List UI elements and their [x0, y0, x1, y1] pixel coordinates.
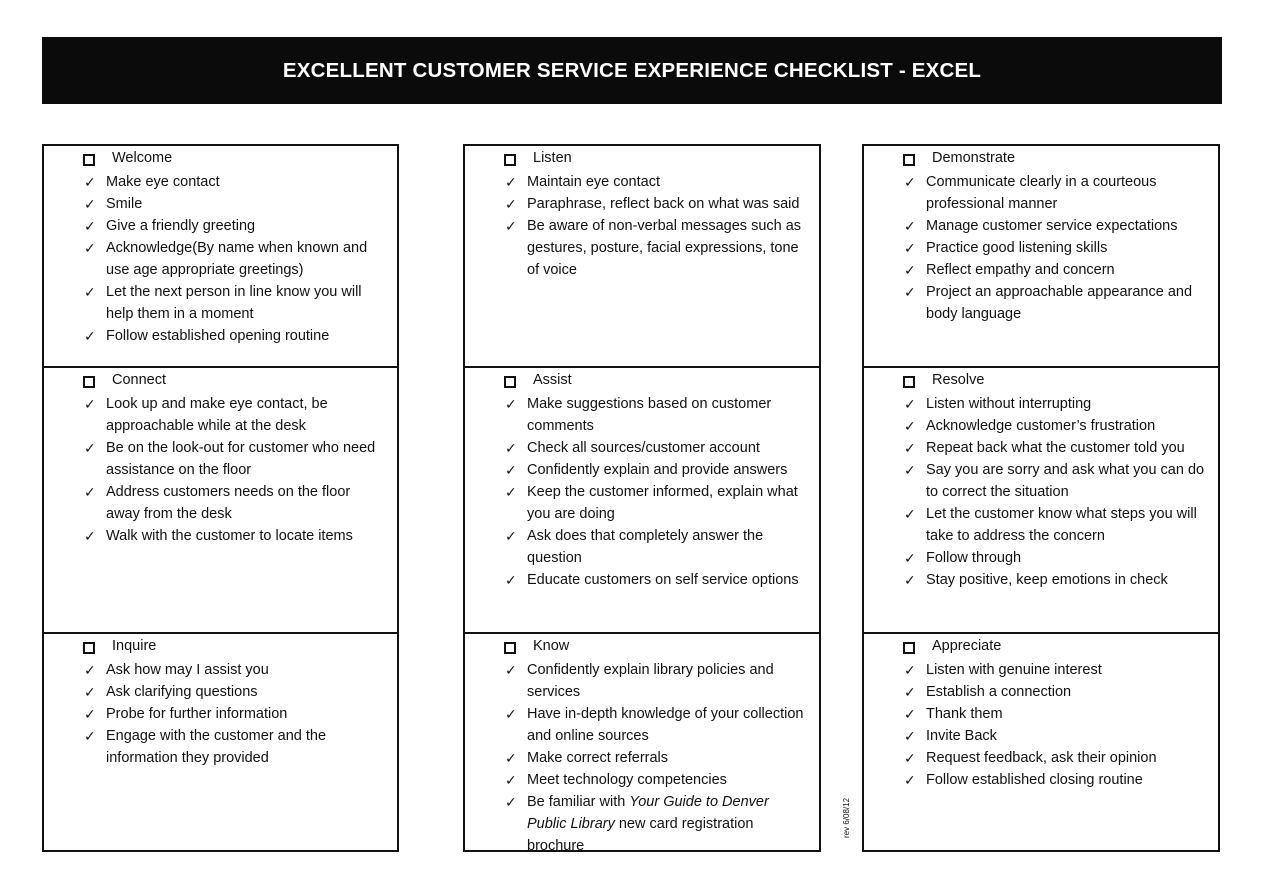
check-mark-icon: ✓	[84, 440, 96, 456]
check-mark-icon: ✓	[505, 750, 517, 766]
list-item	[864, 681, 1218, 703]
list-item	[864, 281, 1218, 325]
list-item	[864, 725, 1218, 747]
checkbox-icon[interactable]	[903, 376, 915, 388]
list-item	[465, 791, 819, 857]
check-mark-icon: ✓	[904, 706, 916, 722]
list-item	[44, 725, 397, 769]
list-item	[864, 703, 1218, 725]
item-text: Stay positive, keep emotions in check	[926, 572, 1168, 588]
checkbox-icon[interactable]	[903, 154, 915, 166]
checkbox-icon[interactable]	[504, 642, 516, 654]
item-list	[44, 659, 397, 769]
list-item	[44, 193, 397, 215]
list-item	[864, 259, 1218, 281]
checkbox-icon[interactable]	[903, 642, 915, 654]
item-list	[465, 659, 819, 857]
check-mark-icon: ✓	[505, 440, 517, 456]
list-item	[864, 237, 1218, 259]
heading-label: Inquire	[112, 638, 157, 654]
check-mark-icon: ✓	[904, 662, 916, 678]
list-item	[864, 171, 1218, 215]
heading-label: Connect	[112, 372, 167, 388]
list-item	[44, 681, 397, 703]
list-item	[465, 525, 819, 569]
section-heading	[465, 149, 819, 171]
check-mark-icon: ✓	[84, 484, 96, 500]
check-mark-icon: ✓	[904, 284, 916, 300]
item-text: Look up and make eye contact, be approachable while at the desk	[106, 396, 328, 434]
item-text: Smile	[106, 196, 143, 212]
section-demonstrate	[864, 146, 1218, 366]
section-assist	[465, 366, 819, 632]
section-listen	[465, 146, 819, 366]
check-mark-icon: ✓	[904, 506, 916, 522]
item-text: Engage with the customer and the information they provided	[106, 728, 327, 766]
item-text: Request feedback, ask their opinion	[926, 750, 1157, 766]
check-mark-icon: ✓	[904, 728, 916, 744]
item-list	[44, 171, 397, 347]
check-mark-icon: ✓	[904, 240, 916, 256]
item-text: Say you are sorry and ask what you can do to correct the situation	[926, 462, 1205, 500]
check-mark-icon: ✓	[84, 218, 96, 234]
check-mark-icon: ✓	[904, 750, 916, 766]
item-text: Establish a connection	[926, 684, 1072, 700]
item-text: Paraphrase, reflect back on what was said	[527, 196, 800, 212]
section-heading	[44, 637, 397, 659]
check-mark-icon: ✓	[84, 728, 96, 744]
item-text: Confidently explain and provide answers	[527, 462, 788, 478]
check-mark-icon: ✓	[505, 196, 517, 212]
item-text: Check all sources/customer account	[527, 440, 760, 456]
check-mark-icon: ✓	[505, 706, 517, 722]
check-mark-icon: ✓	[505, 572, 517, 588]
check-mark-icon: ✓	[84, 328, 96, 344]
list-item	[864, 769, 1218, 791]
item-list	[864, 393, 1218, 591]
list-item	[44, 237, 397, 281]
list-item	[44, 281, 397, 325]
check-mark-icon: ✓	[904, 572, 916, 588]
list-item	[864, 215, 1218, 237]
list-item	[864, 459, 1218, 503]
heading-label: Demonstrate	[932, 150, 1016, 166]
heading-label: Listen	[533, 150, 572, 166]
check-mark-icon: ✓	[505, 662, 517, 678]
check-mark-icon: ✓	[84, 240, 96, 256]
check-mark-icon: ✓	[505, 174, 517, 190]
checkbox-icon[interactable]	[504, 376, 516, 388]
list-item	[44, 325, 397, 347]
check-mark-icon: ✓	[84, 706, 96, 722]
list-item	[465, 437, 819, 459]
item-text: Ask how may I assist you	[106, 662, 269, 678]
item-text: Walk with the customer to locate items	[106, 528, 353, 544]
check-mark-icon: ✓	[84, 396, 96, 412]
item-text: Make eye contact	[106, 174, 220, 190]
list-item	[465, 747, 819, 769]
list-item	[465, 703, 819, 747]
check-mark-icon: ✓	[84, 684, 96, 700]
check-mark-icon: ✓	[84, 196, 96, 212]
item-text: Have in-depth knowledge of your collection and online sources	[527, 706, 804, 744]
item-text: Acknowledge customer’s frustration	[926, 418, 1156, 434]
check-mark-icon: ✓	[904, 550, 916, 566]
item-list	[864, 171, 1218, 325]
section-heading	[864, 371, 1218, 393]
list-item	[44, 659, 397, 681]
section-heading	[864, 149, 1218, 171]
item-text: Follow established opening routine	[106, 328, 330, 344]
check-mark-icon: ✓	[904, 684, 916, 700]
checkbox-icon[interactable]	[83, 154, 95, 166]
list-item	[44, 703, 397, 725]
check-mark-icon: ✓	[904, 174, 916, 190]
item-text: Invite Back	[926, 728, 997, 744]
check-mark-icon: ✓	[904, 440, 916, 456]
revision-note: rev 6/08/12	[842, 797, 851, 838]
list-item	[864, 437, 1218, 459]
list-item	[864, 393, 1218, 415]
list-item	[465, 769, 819, 791]
checklist-column-3	[862, 144, 1220, 852]
section-heading	[465, 637, 819, 659]
list-item	[864, 659, 1218, 681]
item-list	[864, 659, 1218, 791]
item-text: Follow through	[926, 550, 1022, 566]
item-text: Let the customer know what steps you will take to address the concern	[926, 506, 1197, 544]
list-item	[465, 659, 819, 703]
check-mark-icon: ✓	[505, 484, 517, 500]
heading-label: Know	[533, 638, 570, 654]
section-heading	[44, 371, 397, 393]
item-text: Acknowledge(By name when known and use age appropriate greetings)	[106, 240, 368, 278]
checkbox-icon[interactable]	[504, 154, 516, 166]
item-text: Follow established closing routine	[926, 772, 1143, 788]
item-text: Keep the customer informed, explain what you are doing	[527, 484, 798, 522]
item-text: Address customers needs on the floor away from the desk	[106, 484, 351, 522]
item-text: Make correct referrals	[527, 750, 669, 766]
section-heading	[44, 149, 397, 171]
heading-label: Appreciate	[932, 638, 1002, 654]
checkbox-icon[interactable]	[83, 376, 95, 388]
section-resolve	[864, 366, 1218, 632]
check-mark-icon: ✓	[505, 528, 517, 544]
section-heading	[864, 637, 1218, 659]
list-item	[465, 459, 819, 481]
item-text-part: Be familiar with	[527, 794, 630, 810]
check-mark-icon: ✓	[505, 396, 517, 412]
list-item	[44, 525, 397, 547]
check-mark-icon: ✓	[904, 218, 916, 234]
check-mark-icon: ✓	[904, 418, 916, 434]
list-item	[44, 481, 397, 525]
page-title: EXCELLENT CUSTOMER SERVICE EXPERIENCE CHECKLIST - EXCEL	[282, 58, 982, 82]
list-item	[465, 215, 819, 281]
item-list	[465, 393, 819, 591]
item-text: Ask does that completely answer the question	[527, 528, 764, 566]
list-item	[465, 393, 819, 437]
list-item	[465, 193, 819, 215]
item-text: Repeat back what the customer told you	[926, 440, 1185, 456]
check-mark-icon: ✓	[84, 528, 96, 544]
item-text	[527, 791, 819, 857]
item-text: Meet technology competencies	[527, 772, 727, 788]
item-list	[465, 171, 819, 281]
list-item	[44, 393, 397, 437]
check-mark-icon: ✓	[904, 462, 916, 478]
check-mark-icon: ✓	[505, 794, 517, 810]
list-item	[44, 171, 397, 193]
item-text: Project an approachable appearance and body language	[926, 284, 1193, 322]
check-mark-icon: ✓	[84, 284, 96, 300]
item-text: Give a friendly greeting	[106, 218, 256, 234]
check-mark-icon: ✓	[84, 662, 96, 678]
item-text: Confidently explain library policies and services	[527, 662, 774, 700]
section-connect	[44, 366, 397, 632]
check-mark-icon: ✓	[904, 262, 916, 278]
list-item	[864, 547, 1218, 569]
heading-label: Welcome	[112, 150, 173, 166]
title-bar	[42, 37, 1222, 104]
heading-label: Assist	[533, 372, 572, 388]
item-text: Maintain eye contact	[527, 174, 660, 190]
check-mark-icon: ✓	[505, 462, 517, 478]
checklist-column-1	[42, 144, 399, 852]
item-text: Listen with genuine interest	[926, 662, 1102, 678]
checkbox-icon[interactable]	[83, 642, 95, 654]
item-text: Listen without interrupting	[926, 396, 1092, 412]
list-item	[465, 481, 819, 525]
check-mark-icon: ✓	[904, 396, 916, 412]
item-text-part: new card registration brochure	[527, 816, 754, 854]
section-know	[465, 632, 819, 852]
section-inquire	[44, 632, 397, 852]
item-list	[44, 393, 397, 547]
section-welcome	[44, 146, 397, 366]
list-item	[864, 747, 1218, 769]
list-item	[44, 437, 397, 481]
check-mark-icon: ✓	[505, 772, 517, 788]
item-text: Let the next person in line know you will help them in a moment	[106, 284, 362, 322]
item-text: Manage customer service expectations	[926, 218, 1178, 234]
item-text: Be aware of non-verbal messages such as gestures, posture, facial expressions, tone of voice	[527, 218, 802, 278]
list-item	[44, 215, 397, 237]
item-text: Reflect empathy and concern	[926, 262, 1115, 278]
list-item	[864, 569, 1218, 591]
item-text: Educate customers on self service options	[527, 572, 799, 588]
heading-label: Resolve	[932, 372, 985, 388]
section-heading	[465, 371, 819, 393]
item-text: Thank them	[926, 706, 1003, 722]
item-text: Communicate clearly in a courteous professional manner	[926, 174, 1157, 212]
item-text: Ask clarifying questions	[106, 684, 258, 700]
check-mark-icon: ✓	[904, 772, 916, 788]
check-mark-icon: ✓	[84, 174, 96, 190]
checklist-column-2	[463, 144, 821, 852]
item-text: Be on the look-out for customer who need assistance on the floor	[106, 440, 376, 478]
check-mark-icon: ✓	[505, 218, 517, 234]
list-item	[465, 171, 819, 193]
list-item	[864, 503, 1218, 547]
list-item	[465, 569, 819, 591]
item-text: Practice good listening skills	[926, 240, 1108, 256]
list-item	[864, 415, 1218, 437]
section-appreciate	[864, 632, 1218, 852]
guide-title: Your Guide to Denver Public Library	[527, 794, 769, 832]
item-text: Probe for further information	[106, 706, 288, 722]
item-text: Make suggestions based on customer comments	[527, 396, 772, 434]
